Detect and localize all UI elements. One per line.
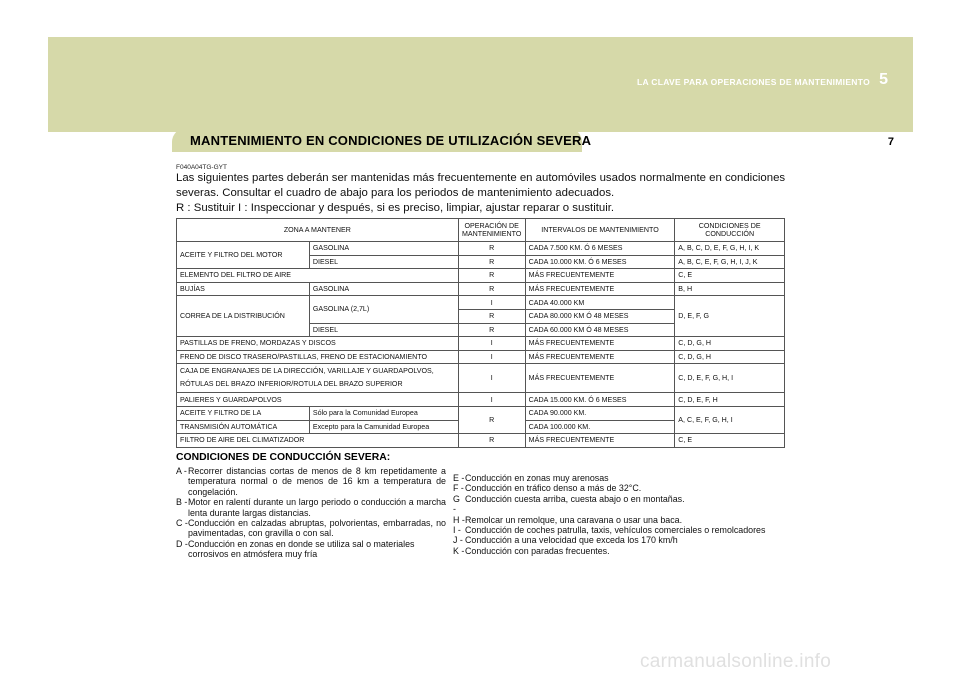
condition-text: Conducción en zonas muy arenosas — [465, 473, 609, 483]
row-item: TRANSMISIÓN AUTOMÁTICA — [177, 420, 310, 434]
row-subitem: GASOLINA (2,7L) — [309, 296, 458, 323]
condition-text: Conducción en calzadas abruptas, polvorientas, embarradas, no pavimentadas, con gravilla o con sal. — [188, 518, 446, 539]
header-interval: INTERVALOS DE MANTENIMIENTO — [525, 219, 675, 242]
row-conditions: A, B, C, E, F, G, H, I, J, K — [675, 255, 785, 269]
page-number-tab — [858, 133, 902, 150]
row-interval: CADA 7.500 KM. Ó 6 MESES — [525, 242, 675, 256]
row-item: ACEITE Y FILTRO DEL MOTOR — [177, 242, 310, 269]
row-operation: I — [458, 337, 525, 351]
row-operation: R — [458, 309, 525, 323]
row-item — [177, 364, 459, 393]
conditions-title: CONDICIONES DE CONDUCCIÓN SEVERA: — [176, 452, 391, 463]
row-conditions: A, B, C, D, E, F, G, H, I, K — [675, 242, 785, 256]
legend-line: R : Sustituir I : Inspeccionar y después, si es preciso, limpiar, ajustar reparar o sustituir. — [176, 202, 615, 214]
row-subitem: Sólo para la Comunidad Europea — [309, 406, 458, 420]
row-conditions: C, D, G, H — [675, 337, 785, 351]
row-operation: R — [458, 323, 525, 337]
row-interval: CADA 80.000 KM Ó 48 MESES — [525, 309, 675, 323]
condition-text: Conducción de coches patrulla, taxis, vehículos comerciales o remolcadores — [465, 525, 766, 536]
list-item — [176, 466, 446, 497]
condition-text: Conducción cuesta arriba, cuesta abajo o en montañas. — [465, 493, 685, 504]
row-interval: MÁS FRECUENTEMENTE — [525, 364, 675, 393]
condition-text: Conducción en tráfico denso a más de 32°C. — [465, 483, 642, 494]
condition-key: D - — [176, 538, 188, 549]
table-row — [177, 282, 785, 296]
table-row — [177, 406, 785, 420]
row-operation: R — [458, 282, 525, 296]
row-interval: CADA 100.000 KM. — [525, 420, 675, 434]
condition-text: Motor en ralentí durante un largo periodo o conducción a marcha lenta durante largas distancias. — [188, 497, 446, 518]
row-operation: I — [458, 364, 525, 393]
row-interval: MÁS FRECUENTEMENTE — [525, 434, 675, 448]
condition-key: A - — [176, 466, 187, 476]
watermark: carmanualsonline.info — [640, 651, 832, 672]
row-operation: R — [458, 242, 525, 256]
row-conditions: C, E — [675, 434, 785, 448]
list-item — [453, 494, 793, 515]
row-operation: I — [458, 350, 525, 364]
row-item: FILTRO DE AIRE DEL CLIMATIZADOR — [177, 434, 459, 448]
row-interval: CADA 10.000 KM. Ó 6 MESES — [525, 255, 675, 269]
list-item — [453, 525, 793, 535]
conditions-list-right — [453, 473, 793, 556]
condition-key: H - — [453, 514, 465, 525]
header-conditions: CONDICIONES DE CONDUCCIÓN — [675, 219, 785, 242]
chapter-number: 5 — [879, 71, 888, 88]
list-item — [176, 497, 446, 518]
row-subitem: GASOLINA — [309, 282, 458, 296]
table-row — [177, 242, 785, 256]
condition-text: Conducción con paradas frecuentes. — [465, 545, 610, 556]
row-interval: MÁS FRECUENTEMENTE — [525, 337, 675, 351]
header-operation: OPERACIÓN DE MANTENIMIENTO — [458, 219, 525, 242]
table-row — [177, 337, 785, 351]
row-conditions: B, H — [675, 282, 785, 296]
row-item: CORREA DE LA DISTRIBUCIÓN — [177, 296, 310, 337]
condition-key: C - — [176, 518, 188, 529]
row-subitem: DIESEL — [309, 323, 458, 337]
row-item: ELEMENTO DEL FILTRO DE AIRE — [177, 269, 459, 283]
condition-key: G - — [453, 493, 460, 515]
list-item — [453, 535, 793, 545]
row-interval: MÁS FRECUENTEMENTE — [525, 350, 675, 364]
row-interval: CADA 40.000 KM — [525, 296, 675, 310]
row-item-line: RÓTULAS DEL BRAZO INFERIOR/ROTULA DEL BRAZO SUPERIOR — [180, 380, 403, 389]
intro-paragraph: Las siguientes partes deberán ser mantenidas más frecuentemente en automóviles usados normalmente en condiciones severas. Consultar el cuadro de abajo para los periodos de mantenimiento adecuados. — [176, 172, 786, 199]
row-item: ACEITE Y FILTRO DE LA — [177, 406, 310, 420]
table-row — [177, 434, 785, 448]
row-operation: I — [458, 393, 525, 407]
condition-text: Conducción en zonas en donde se utiliza sal o materiales corrosivos en atmósfera muy fría — [188, 538, 415, 560]
row-item: BUJÍAS — [177, 282, 310, 296]
row-conditions: C, D, G, H — [675, 350, 785, 364]
conditions-list-left — [176, 466, 446, 560]
list-item — [453, 483, 793, 493]
row-conditions: C, D, E, F, H — [675, 393, 785, 407]
condition-key: I - — [453, 525, 461, 536]
condition-text: Recorrer distancias cortas de menos de 8 km repetidamente a temperatura normal o de menos de 16 km a temperatura de congelación. — [188, 466, 446, 497]
row-conditions: A, C, E, F, G, H, I — [675, 406, 785, 433]
table-row — [177, 393, 785, 407]
condition-key: B - — [176, 497, 188, 508]
row-interval: CADA 15.000 KM. Ó 6 MESES — [525, 393, 675, 407]
row-operation: R — [458, 269, 525, 283]
page-number: 7 — [887, 136, 894, 148]
list-item — [176, 518, 446, 539]
row-subitem: DIESEL — [309, 255, 458, 269]
row-subitem: Excepto para la Camunidad Europea — [309, 420, 458, 434]
list-item — [453, 546, 793, 556]
row-interval: MÁS FRECUENTEMENTE — [525, 282, 675, 296]
condition-text: Remolcar un remolque, una caravana o usar una baca. — [465, 514, 683, 525]
list-item — [176, 539, 446, 560]
table-row — [177, 269, 785, 283]
table-row — [177, 350, 785, 364]
row-conditions: D, E, F, G — [675, 296, 785, 337]
condition-key: F - — [453, 483, 464, 494]
document-code: F040A04TG-GYT — [176, 164, 227, 171]
row-operation: R — [458, 255, 525, 269]
row-item: PASTILLAS DE FRENO, MORDAZAS Y DISCOS — [177, 337, 459, 351]
row-interval: CADA 60.000 KM Ó 48 MESES — [525, 323, 675, 337]
row-subitem: GASOLINA — [309, 242, 458, 256]
row-operation: R — [458, 434, 525, 448]
condition-key: J - — [453, 535, 463, 546]
row-item-line: CAJA DE ENGRANAJES DE LA DIRECCIÓN, VARILLAJE Y GUARDAPOLVOS, — [180, 367, 434, 376]
table-row — [177, 364, 785, 393]
row-operation: R — [458, 406, 525, 433]
table-header-row — [177, 219, 785, 242]
row-conditions: C, D, E, F, G, H, I — [675, 364, 785, 393]
table-row — [177, 296, 785, 310]
row-interval: MÁS FRECUENTEMENTE — [525, 269, 675, 283]
row-operation: I — [458, 296, 525, 310]
list-item — [453, 515, 793, 525]
header-zone: ZONA A MANTENER — [177, 219, 459, 242]
row-interval: CADA 90.000 KM. — [525, 406, 675, 420]
list-item — [453, 473, 793, 483]
maintenance-table — [176, 218, 785, 448]
row-item: PALIERES Y GUARDAPOLVOS — [177, 393, 459, 407]
section-title: MANTENIMIENTO EN CONDICIONES DE UTILIZACIÓN SEVERA — [190, 133, 592, 148]
chapter-title: LA CLAVE PARA OPERACIONES DE MANTENIMIENTO — [637, 77, 870, 87]
row-conditions: C, E — [675, 269, 785, 283]
condition-key: K - — [453, 545, 465, 556]
row-item: FRENO DE DISCO TRASERO/PASTILLAS, FRENO DE ESTACIONAMIENTO — [177, 350, 459, 364]
condition-text: Conducción a una velocidad que exceda los 170 km/h — [465, 535, 678, 546]
condition-key: E - — [453, 473, 465, 483]
